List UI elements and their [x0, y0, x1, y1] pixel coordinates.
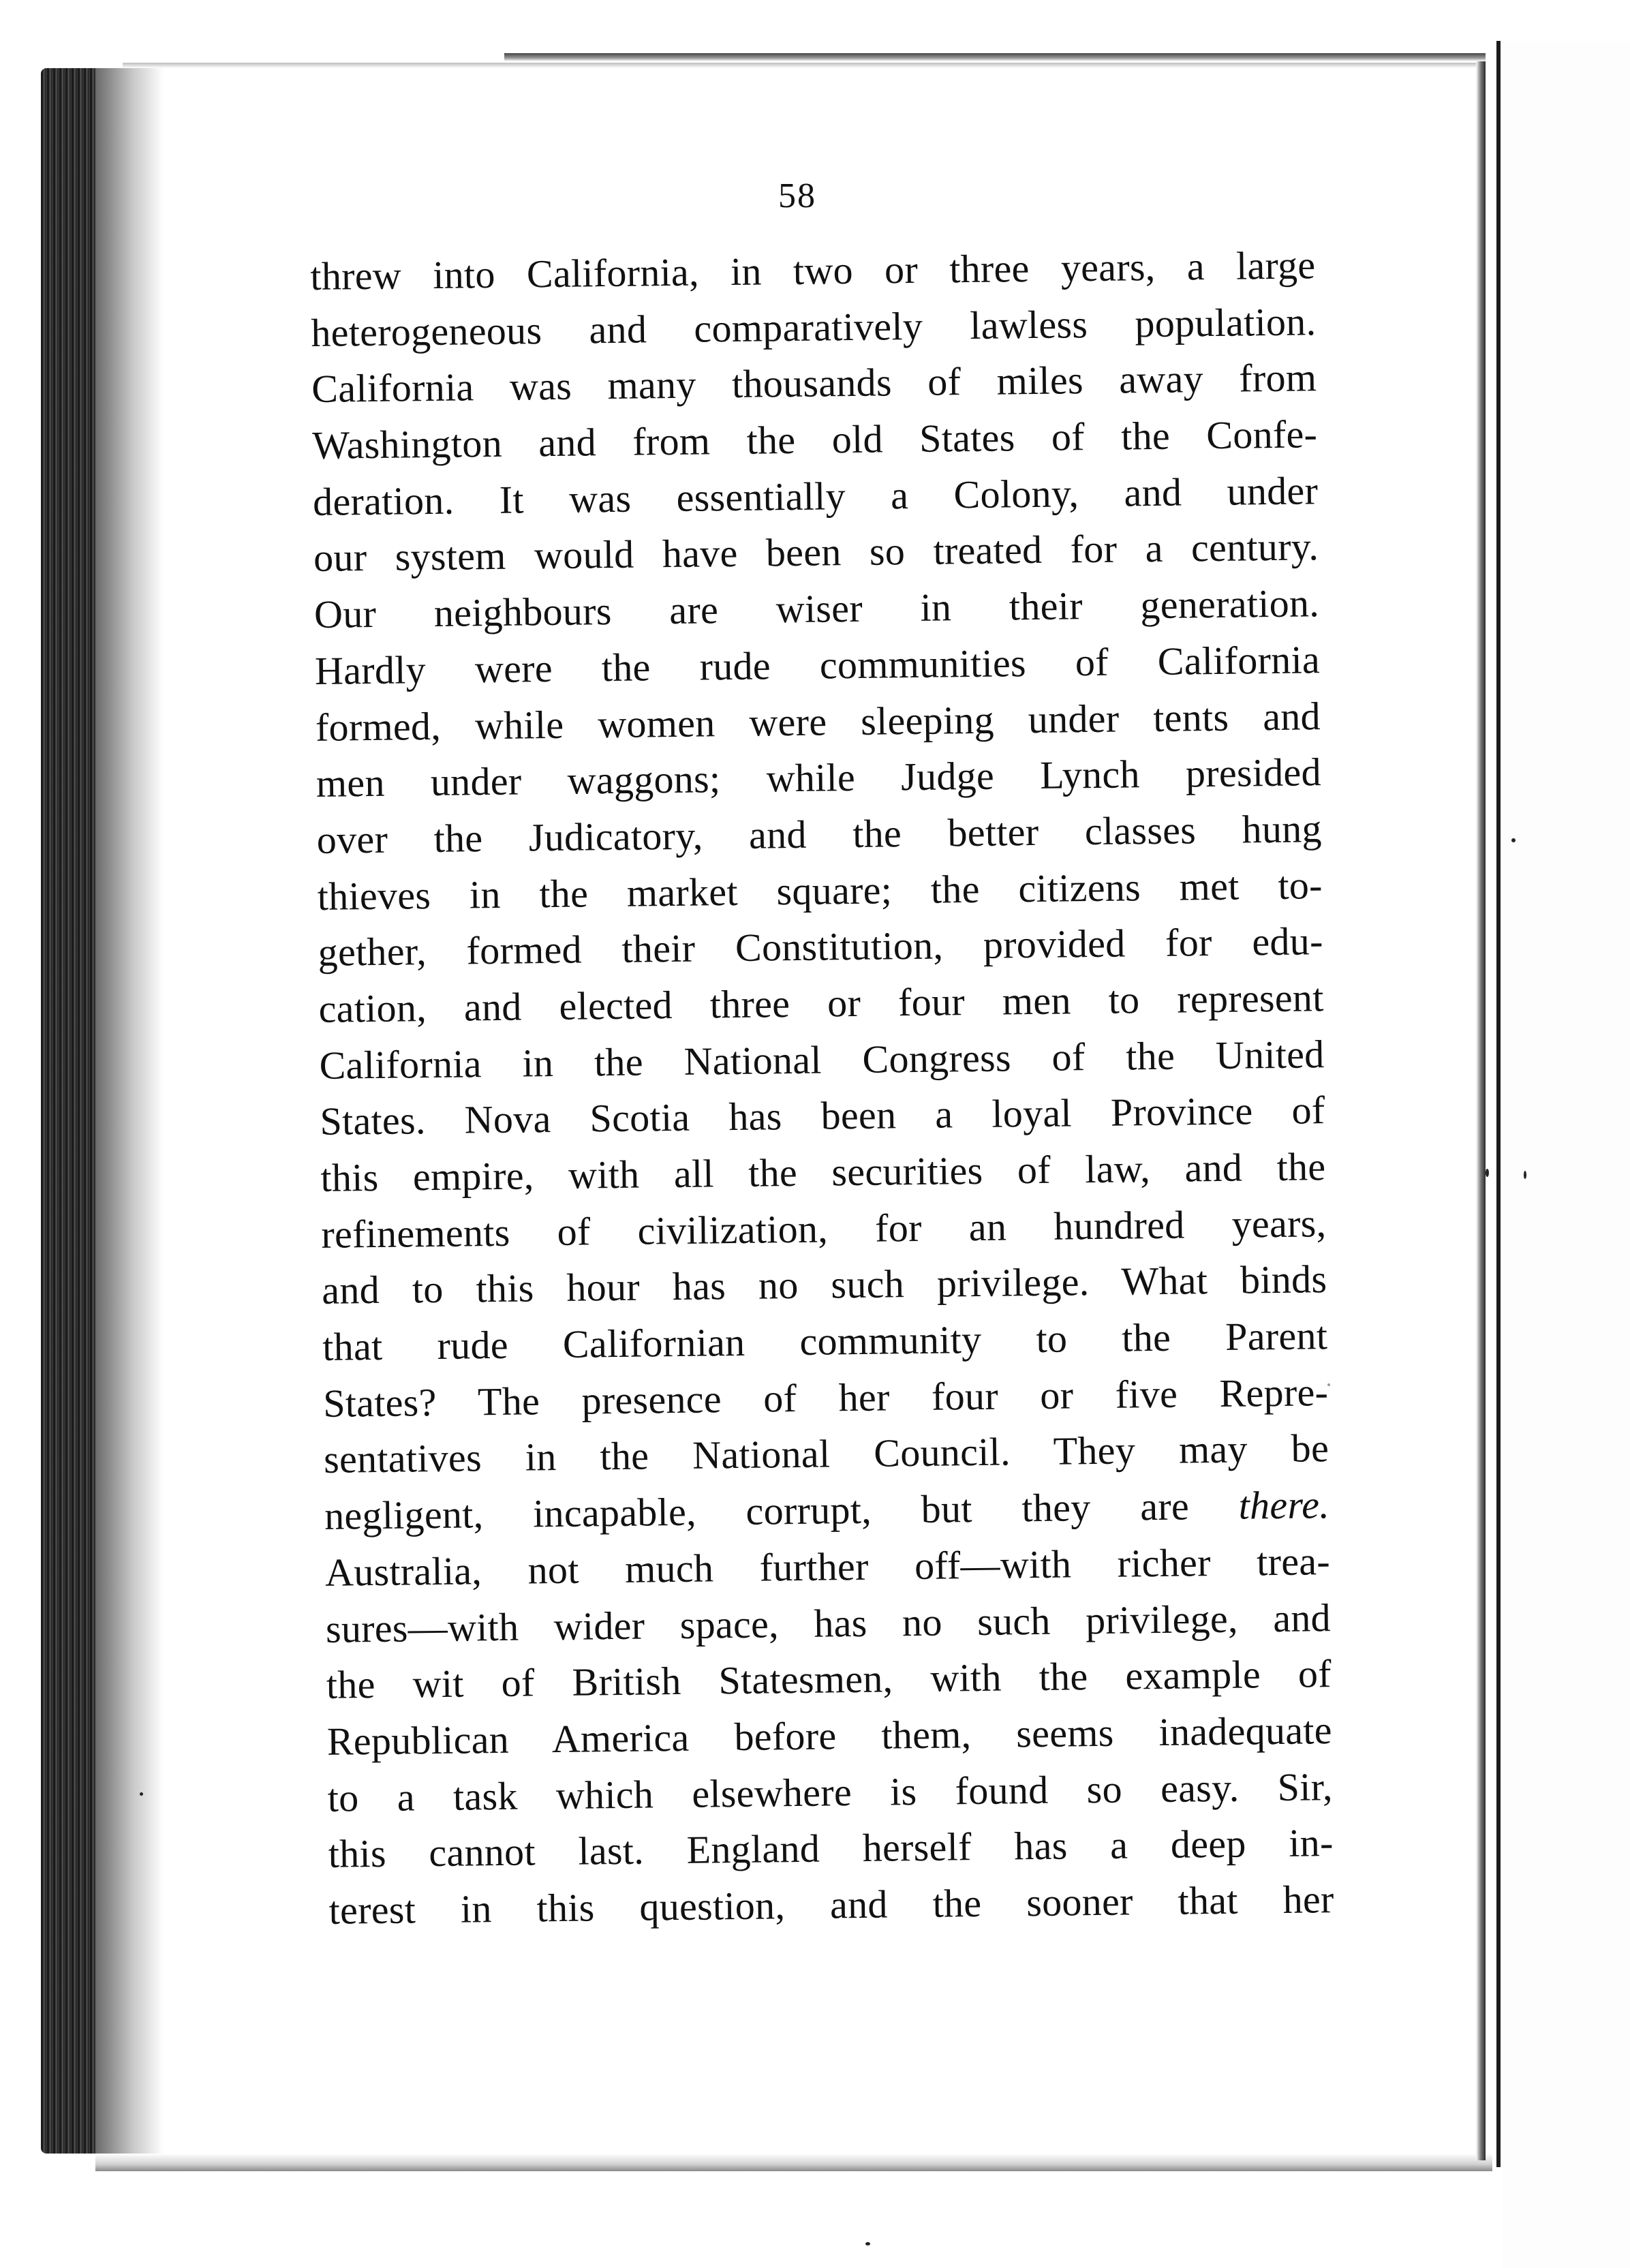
- book-spine: [41, 68, 95, 2154]
- italic-word: there.: [1238, 1482, 1330, 1528]
- text-line: States. Nova Scotia has been a loyal Province of: [320, 1088, 1325, 1144]
- text-line: Australia, not much further off—with richer trea-: [324, 1538, 1331, 1595]
- body-text: [310, 237, 1334, 1939]
- text-line: that rude Californian community to the Parent: [322, 1313, 1328, 1369]
- text-line: Washington and from the old States of the Confe-: [311, 412, 1318, 468]
- text-line: deration. It was essentially a Colony, and under: [312, 468, 1319, 524]
- text-line: California was many thousands of miles away from: [311, 355, 1317, 412]
- text-line: men under waggons; while Judge Lynch presided: [316, 750, 1322, 806]
- page-bottom-edge: [95, 2154, 1492, 2171]
- text-line: sentatives in the National Council. They may be: [323, 1426, 1329, 1482]
- text-line-segment: negligent, incapable, corrupt, but they are: [324, 1484, 1190, 1539]
- page-number: 58: [778, 177, 816, 215]
- text-line: States? The presence of her four or five Repre-: [322, 1369, 1329, 1426]
- page-top-shadow: [123, 63, 1486, 68]
- text-line: and to this hour has no such privilege. What binds: [321, 1257, 1327, 1313]
- scan-speck: [1511, 838, 1516, 842]
- scan-speck: [140, 1792, 143, 1796]
- text-line: to a task which elsewhere is found so easy. Sir,: [327, 1764, 1334, 1820]
- page-right-edge: [1476, 61, 1486, 2160]
- facing-page: [1502, 41, 1630, 2268]
- text-line: thieves in the market square; the citizens met to-: [317, 862, 1323, 919]
- text-line: threw into California, in two or three years, a large: [310, 243, 1316, 298]
- gutter-shadow: [95, 68, 164, 2154]
- text-line: refinements of civilization, for an hundred years,: [321, 1200, 1327, 1257]
- scan-speck: [1524, 1171, 1526, 1179]
- text-line: Hardly were the rude communities of California: [314, 637, 1321, 693]
- text-line: this empire, with all the securities of law, and the: [320, 1144, 1326, 1200]
- binding-line: [1496, 41, 1501, 2167]
- text-line: this cannot last. England herself has a deep in-: [328, 1820, 1334, 1877]
- scan-speck: [1486, 1169, 1489, 1177]
- text-line: Republican America before them, seems inadequate: [326, 1708, 1333, 1764]
- text-line: our system would have been so treated for a century.: [313, 524, 1319, 581]
- text-line: the wit of British Statesmen, with the example of: [326, 1651, 1332, 1708]
- page-top-edge: [504, 53, 1486, 61]
- text-line: gether, formed their Constitution, provided for edu-: [318, 919, 1323, 975]
- text-line: California in the National Congress of the United: [319, 1031, 1325, 1088]
- text-line: sures—with wider space, has no such privilege, and: [325, 1595, 1332, 1651]
- text-line: Our neighbours are wiser in their generation.: [313, 581, 1320, 637]
- text-line: terest in this question, and the sooner that her: [328, 1877, 1334, 1933]
- text-line: heterogeneous and comparatively lawless population.: [311, 298, 1317, 355]
- text-line: over the Judicatory, and the better classes hung: [316, 806, 1323, 862]
- text-line: cation, and elected three or four men to represent: [318, 975, 1324, 1031]
- scan-speck: [865, 2242, 870, 2246]
- text-line: formed, while women were sleeping under tents and: [315, 693, 1321, 750]
